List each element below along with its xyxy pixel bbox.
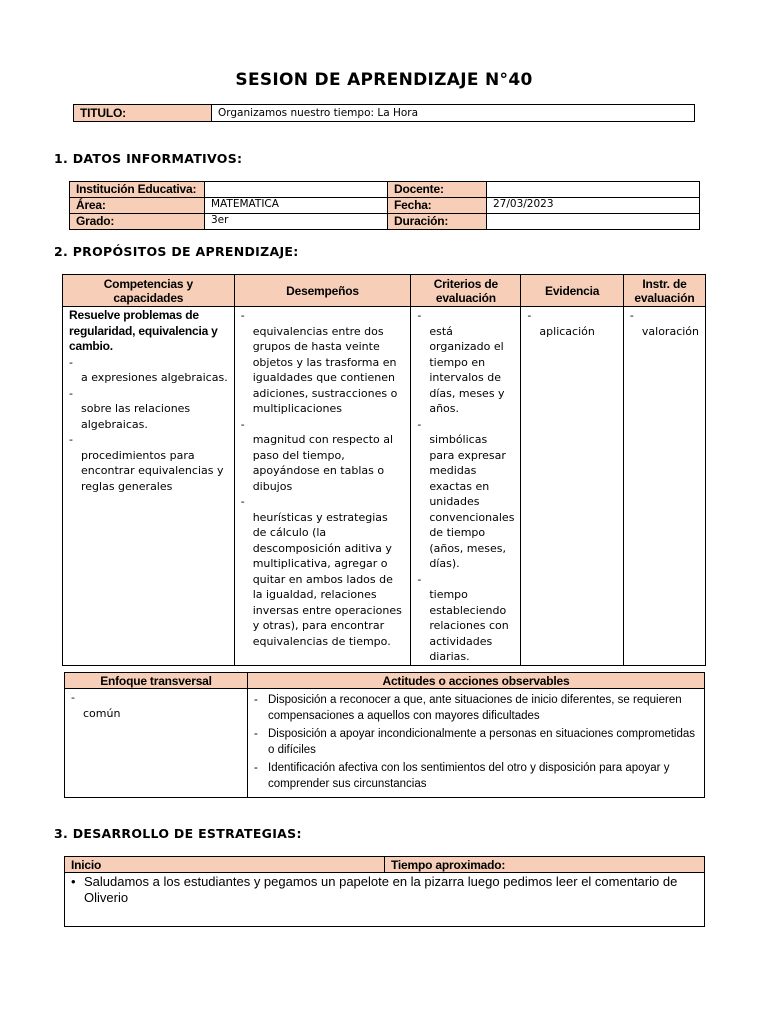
dash-marker: - bbox=[240, 309, 245, 322]
capacidad-item: sobre las relaciones algebraicas. bbox=[81, 402, 191, 431]
header-instrumento: Instr. de evaluación bbox=[623, 275, 705, 307]
header-enfoque: Enfoque transversal bbox=[65, 673, 248, 689]
desempeno-item: equivalencias entre dos grupos de hasta veinte objetos y las trasforma en igualdades que contienen adiciones, sustracciones o multiplicaciones bbox=[252, 324, 398, 415]
section-3-heading: 3. DESARROLLO DE ESTRATEGIAS: bbox=[54, 826, 302, 841]
docente-value bbox=[487, 182, 700, 198]
area-value: MATEMATICA bbox=[205, 198, 388, 214]
header-desempenos: Desempeños bbox=[234, 275, 411, 307]
list-item bbox=[71, 874, 696, 906]
header-competencias: Competencias y capacidades bbox=[63, 275, 235, 307]
inicio-label: Inicio bbox=[65, 857, 385, 873]
estrategias-table bbox=[64, 856, 705, 927]
dash-marker: - bbox=[527, 309, 532, 322]
section-1-heading: 1. DATOS INFORMATIVOS: bbox=[54, 151, 243, 166]
inicio-item-text: Saludamos a los estudiantes y pegamos un papelote en la pizarra luego pedimos leer el comentario de Oliverio bbox=[84, 874, 678, 905]
actitudes-cell bbox=[248, 689, 705, 798]
header-evidencia: Evidencia bbox=[521, 275, 623, 307]
enfoque-value: común bbox=[83, 706, 121, 720]
document-title: SESION DE APRENDIZAJE N°40 bbox=[235, 70, 533, 90]
bullet-marker: • bbox=[71, 874, 76, 889]
propositos-table bbox=[62, 274, 706, 666]
tiempo-label: Tiempo aproximado: bbox=[385, 857, 705, 873]
actitud-item: - Disposición a apoyar incondicionalmente a personas en situaciones comprometidas o difíciles bbox=[254, 727, 696, 758]
datos-table bbox=[69, 181, 700, 230]
titulo-value: Organizamos nuestro tiempo: La Hora bbox=[212, 105, 695, 122]
titulo-table bbox=[73, 104, 695, 122]
duracion-value bbox=[487, 214, 700, 230]
inicio-content bbox=[65, 873, 705, 927]
docente-label: Docente: bbox=[388, 182, 487, 198]
capacidad-item: a expresiones algebraicas. bbox=[81, 371, 228, 384]
fecha-label: Fecha: bbox=[388, 198, 487, 214]
enfoque-cell bbox=[65, 689, 248, 798]
competencia-title: Resuelve problemas de regularidad, equivalencia y cambio. bbox=[69, 308, 218, 353]
fecha-value: 27/03/2023 bbox=[487, 198, 700, 214]
desempenos-cell bbox=[234, 307, 411, 666]
duracion-label: Duración: bbox=[388, 214, 487, 230]
dash-marker: - bbox=[417, 572, 422, 586]
criterio-item: simbólicas para expresar medidas exactas en unidades convencionales de tiempo (años, meses, días). bbox=[429, 433, 515, 570]
evidencia-value: aplicación bbox=[539, 324, 595, 338]
competencias-cell bbox=[63, 307, 235, 666]
dash-marker: - bbox=[240, 417, 245, 431]
header-criterios: Criterios de evaluación bbox=[411, 275, 521, 307]
dash-marker: - bbox=[254, 728, 258, 740]
desempeno-item: heurísticas y estrategias de cálculo (la descomposición aditiva y multiplicativa, agregar o quitar en ambos lados de la igualdad, relaciones inversas entre operaciones y otras), para encontrar equivalencias de tiempo. bbox=[252, 510, 402, 648]
grado-value: 3er bbox=[205, 214, 388, 230]
actitud-item: - Identificación afectiva con los sentimientos del otro y disposición para apoyar y comprender sus circunstancias bbox=[254, 761, 696, 792]
instrumento-cell bbox=[623, 307, 705, 666]
criterio-item: está organizado el tiempo en intervalos de días, meses y años. bbox=[429, 324, 505, 415]
dash-marker: - bbox=[240, 495, 245, 508]
criterio-item: tiempo estableciendo relaciones con actividades diarias. bbox=[429, 588, 509, 663]
area-label: Área: bbox=[70, 198, 205, 214]
inst-label: Institución Educativa: bbox=[70, 182, 205, 198]
dash-marker: - bbox=[69, 433, 73, 446]
inst-value bbox=[205, 182, 388, 198]
dash-marker: - bbox=[254, 694, 258, 706]
dash-marker: - bbox=[417, 417, 422, 431]
capacidad-item: procedimientos para encontrar equivalencias y reglas generales bbox=[81, 448, 224, 493]
grado-label: Grado: bbox=[70, 214, 205, 230]
actitud-item: - Disposición a reconocer a que, ante situaciones de inicio diferentes, se requieren compensaciones a aquellos con mayores dificultades bbox=[254, 693, 696, 724]
titulo-label: TITULO: bbox=[74, 105, 212, 122]
instrumento-value: valoración bbox=[641, 324, 699, 338]
dash-marker: - bbox=[71, 691, 75, 704]
enfoque-table bbox=[64, 672, 705, 798]
dash-marker: - bbox=[417, 309, 422, 322]
section-2-heading: 2. PROPÓSITOS DE APRENDIZAJE: bbox=[54, 244, 299, 259]
header-actitudes: Actitudes o acciones observables bbox=[248, 673, 705, 689]
criterios-cell bbox=[411, 307, 521, 666]
evidencia-cell bbox=[521, 307, 623, 666]
dash-marker: - bbox=[629, 309, 634, 322]
dash-marker: - bbox=[254, 762, 258, 774]
dash-marker: - bbox=[69, 355, 73, 369]
dash-marker: - bbox=[69, 386, 73, 400]
desempeno-item: magnitud con respecto al paso del tiempo, apoyándose en tablas o dibujos bbox=[252, 433, 394, 493]
